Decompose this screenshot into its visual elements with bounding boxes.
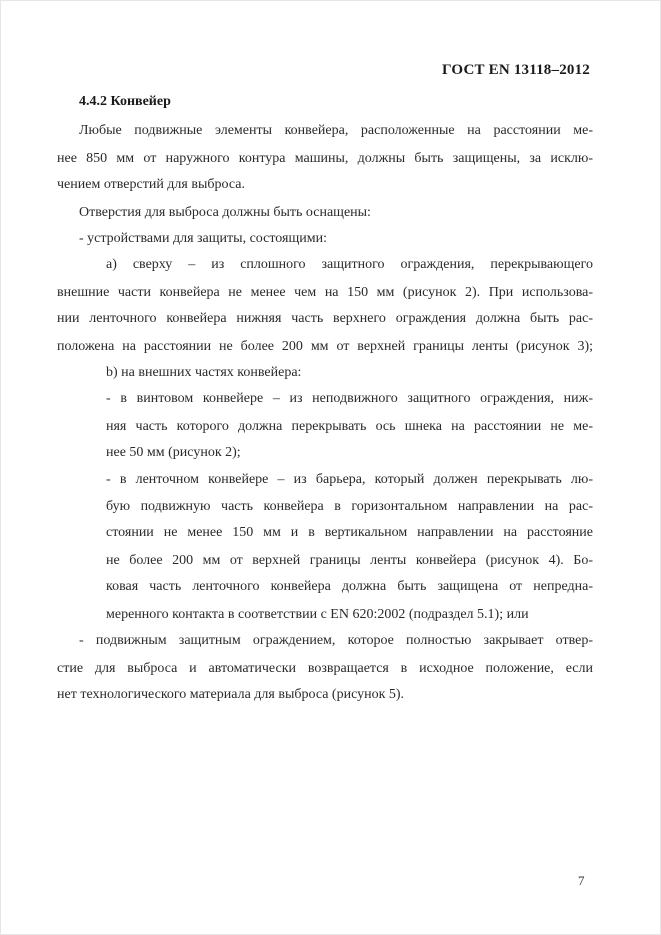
- text-line: нет технологического материала для выброса (рисунок 5).: [57, 687, 405, 702]
- text-line: няя часть которого должна перекрывать ось шнека на расстоянии не ме-: [106, 419, 593, 434]
- text-line: стие для выброса и автоматически возвращается в исходное положение, если: [57, 661, 593, 676]
- text-line: нии ленточного конвейера нижняя часть верхнего ограждения должна быть рас-: [57, 311, 593, 326]
- text-line: ковая часть ленточного конвейера должна быть защищена от непредна-: [106, 579, 593, 594]
- list-item-b: b) на внешних частях конвейера:: [106, 365, 302, 380]
- list-item-movable-guard: - подвижным защитным ограждением, которое полностью закрывает отвер-: [79, 633, 593, 648]
- list-subitem-belt-conveyor: - в ленточном конвейере – из барьера, который должен перекрывать лю-: [106, 472, 593, 487]
- text-line: внешние части конвейера не менее чем на 150 мм (рисунок 2). При использова-: [57, 285, 593, 300]
- text-line: Любые подвижные элементы конвейера, расположенные на расстоянии ме-: [79, 123, 593, 138]
- text-line: стоянии не менее 150 мм и в вертикальном направлении на расстояние: [106, 525, 593, 540]
- text-line: бую подвижную часть конвейера в горизонтальном направлении на рас-: [106, 499, 593, 514]
- page-number: 7: [578, 873, 585, 888]
- list-item-a: a) сверху – из сплошного защитного ограждения, перекрывающего: [106, 257, 593, 272]
- section-title: 4.4.2 Конвейер: [79, 94, 171, 109]
- list-subitem-screw-conveyor: - в винтовом конвейере – из неподвижного защитного ограждения, ниж-: [106, 391, 593, 406]
- text-line: не более 200 мм от верхней границы ленты конвейера (рисунок 4). Бо-: [106, 553, 593, 568]
- text-line: нее 50 мм (рисунок 2);: [106, 445, 241, 460]
- text-line: Отверстия для выброса должны быть оснащены:: [79, 205, 371, 220]
- text-line: меренного контакта в соответствии с EN 620:2002 (подраздел 5.1); или: [106, 607, 529, 622]
- text-line: чением отверстий для выброса.: [57, 177, 245, 192]
- document-code-header: ГОСТ EN 13118–2012: [442, 62, 590, 78]
- text-line: положена на расстоянии не более 200 мм от верхней границы ленты (рисунок 3);: [57, 339, 593, 354]
- text-line: нее 850 мм от наружного контура машины, должны быть защищены, за исклю-: [57, 151, 593, 166]
- text-line: - устройствами для защиты, состоящими:: [79, 231, 327, 246]
